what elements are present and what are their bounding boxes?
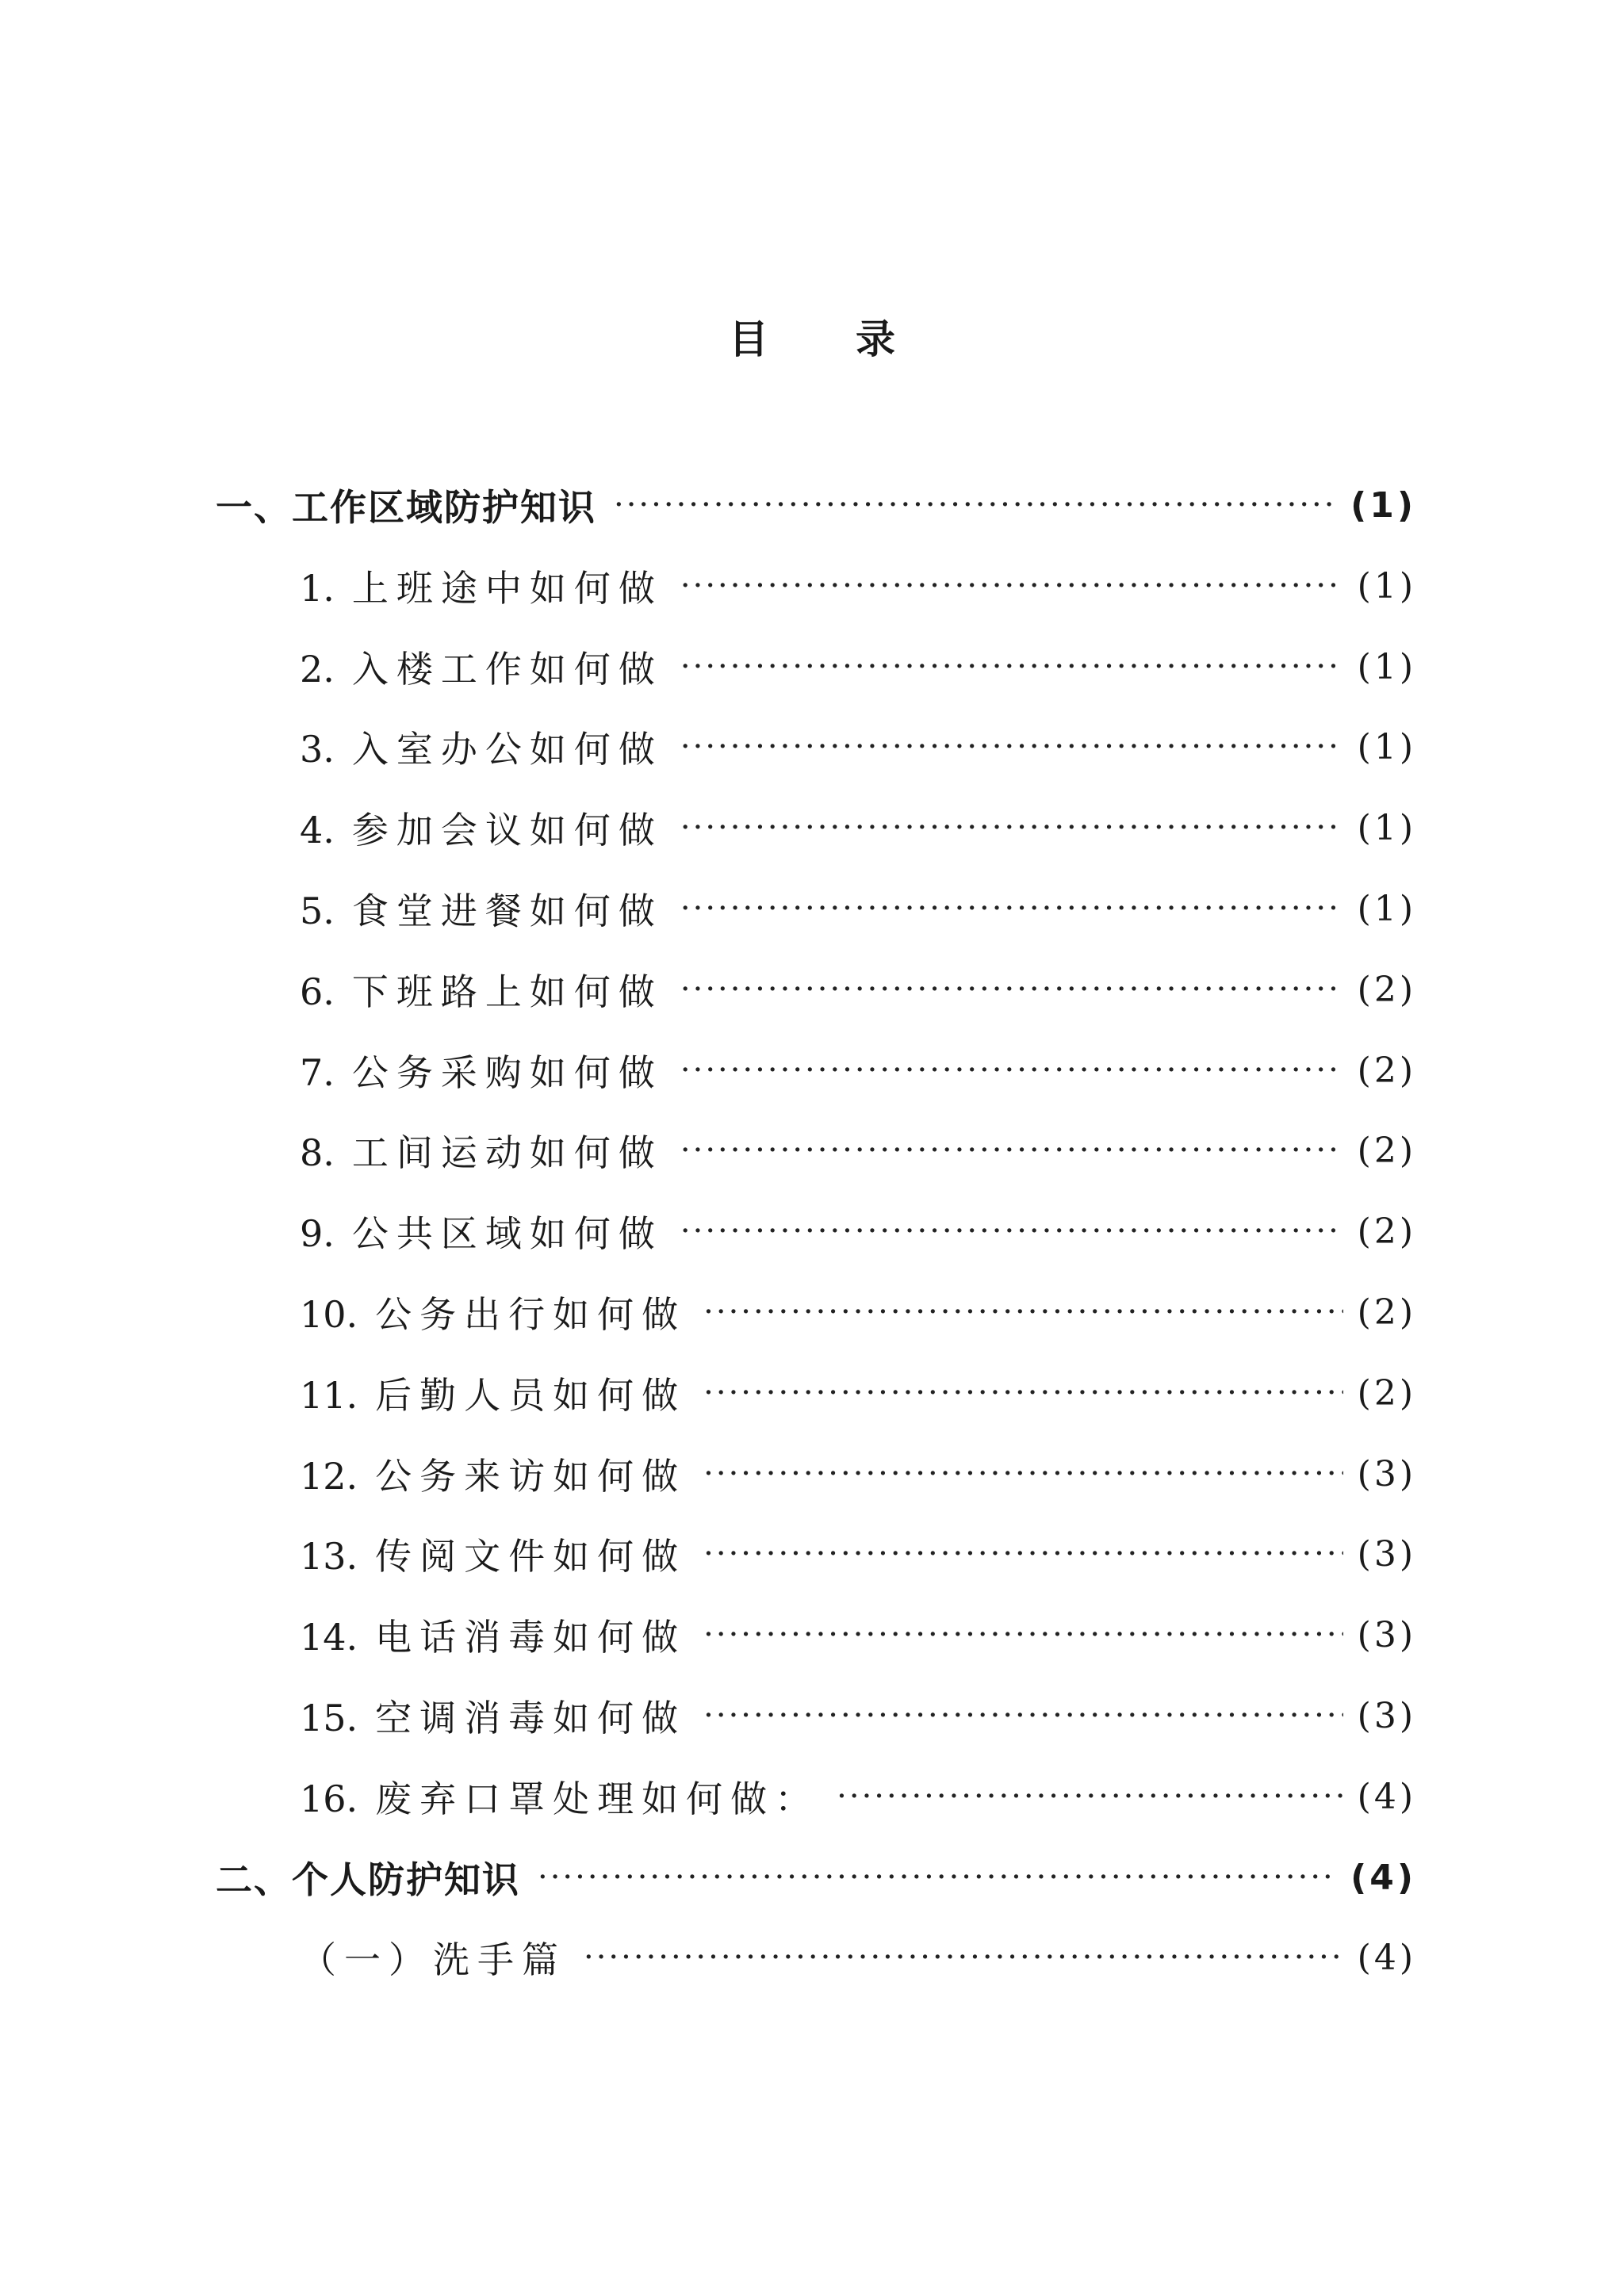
toc-entry[interactable] — [216, 477, 1416, 533]
toc-entry-label — [300, 1448, 686, 1500]
toc-entry-label — [300, 963, 663, 1016]
toc-entry[interactable] — [300, 719, 1416, 775]
toc-entry-page-number: (1) — [1357, 646, 1416, 687]
toc-entry-text: 后勤人员如何做 — [375, 1374, 687, 1417]
toc-entry-page-number: (4) — [1357, 1776, 1416, 1817]
toc-entry[interactable] — [300, 881, 1416, 936]
toc-entry-label — [300, 1367, 686, 1419]
toc-entry-label — [300, 1689, 686, 1742]
toc-entry-page-number: (4) — [1350, 1857, 1416, 1898]
toc-entry-page-number: (3) — [1357, 1453, 1416, 1494]
toc-entry[interactable] — [300, 1123, 1416, 1178]
toc-dot-leader — [680, 558, 1343, 614]
toc-entry-number: 9. — [300, 1212, 335, 1255]
toc-entry-text: 食堂进餐如何做 — [351, 890, 663, 932]
toc-dot-leader — [680, 1043, 1343, 1098]
toc-entry-page-number: (1) — [1357, 888, 1416, 929]
toc-dot-leader — [703, 1526, 1343, 1582]
toc-entry[interactable] — [300, 800, 1416, 855]
toc-entry-text: 公务来访如何做 — [375, 1455, 687, 1498]
toc-entry-number: 16. — [300, 1777, 358, 1820]
toc-entry-label — [300, 1205, 663, 1257]
toc-entry-number: 7. — [300, 1051, 335, 1094]
toc-entry-number: 11. — [300, 1374, 358, 1417]
toc-entry-page-number: (1) — [1350, 484, 1416, 526]
toc-entry-number: 12. — [300, 1455, 358, 1498]
toc-entry-text: 二、个人防护知识 — [216, 1858, 520, 1901]
toc-dot-leader — [680, 881, 1343, 936]
toc-entry-label — [300, 1044, 663, 1096]
toc-entry-label — [300, 1528, 686, 1580]
toc-entry-text: 工间运动如何做 — [351, 1131, 663, 1174]
toc-entry-text: 参加会议如何做 — [351, 809, 663, 851]
toc-entry-label — [300, 882, 663, 935]
toc-entry[interactable] — [300, 1769, 1416, 1824]
toc-entry[interactable] — [300, 962, 1416, 1017]
toc-entry-label — [300, 802, 663, 854]
toc-entry-page-number: (1) — [1357, 565, 1416, 607]
toc-entry-label — [300, 1124, 663, 1177]
toc-dot-leader — [680, 719, 1343, 775]
toc-entry-number: 14. — [300, 1616, 358, 1659]
toc-entry[interactable] — [300, 1043, 1416, 1098]
toc-title — [0, 308, 1624, 365]
toc-dot-leader — [614, 477, 1336, 533]
toc-entry-page-number: (1) — [1357, 726, 1416, 767]
toc-entry-text: 入楼工作如何做 — [351, 648, 663, 691]
toc-entry-page-number: (3) — [1357, 1695, 1416, 1736]
toc-entry[interactable] — [216, 1850, 1416, 1905]
toc-dot-leader — [703, 1607, 1343, 1663]
toc-title-char-2: 录 — [856, 316, 895, 362]
toc-entry-page-number: (3) — [1357, 1614, 1416, 1655]
toc-entry-label — [300, 1931, 566, 1984]
toc-entry-number: 2. — [300, 648, 335, 691]
toc-entry[interactable] — [300, 639, 1416, 695]
toc-dot-leader — [703, 1365, 1343, 1421]
toc-entry-page-number: (4) — [1357, 1937, 1416, 1978]
toc-entry-page-number: (2) — [1357, 1050, 1416, 1091]
toc-entry-label — [300, 1609, 686, 1661]
toc-entry-text: 电话消毒如何做 — [375, 1616, 687, 1659]
toc-entry-page-number: (1) — [1357, 807, 1416, 848]
toc-dot-leader — [680, 639, 1343, 695]
toc-entry[interactable] — [300, 1688, 1416, 1743]
toc-entry-page-number: (2) — [1357, 1211, 1416, 1252]
toc-entry-text: 入室办公如何做 — [351, 728, 663, 771]
toc-entry-text: 空调消毒如何做 — [375, 1697, 687, 1739]
toc-entry[interactable] — [300, 1446, 1416, 1502]
toc-entry-label — [300, 721, 663, 773]
toc-entry-number: 8. — [300, 1131, 335, 1174]
toc-entry-text: 公共区域如何做 — [351, 1212, 663, 1255]
toc-entry[interactable] — [300, 1607, 1416, 1663]
toc-entry-label — [216, 1851, 520, 1904]
toc-dot-leader — [680, 1203, 1343, 1259]
toc-entry-page-number: (2) — [1357, 1130, 1416, 1171]
toc-entry-number: 6. — [300, 970, 335, 1013]
toc-entry-page-number: (3) — [1357, 1533, 1416, 1575]
toc-entry[interactable] — [300, 1526, 1416, 1582]
toc-entry[interactable] — [300, 1365, 1416, 1421]
toc-title-char-1: 目 — [729, 316, 768, 362]
toc-entry-number: 4. — [300, 809, 335, 851]
toc-entry-number: 10. — [300, 1293, 358, 1336]
toc-entry-label — [216, 479, 596, 531]
toc-entry-text: （一）洗手篇 — [300, 1938, 566, 1981]
toc-entry-page-number: (2) — [1357, 969, 1416, 1010]
toc-entry[interactable] — [300, 1284, 1416, 1340]
toc-entry-label — [300, 1286, 686, 1338]
toc-dot-leader — [584, 1930, 1343, 1985]
toc-dot-leader — [538, 1850, 1336, 1905]
toc-dot-leader — [680, 962, 1343, 1017]
toc-entry-text: 上班途中如何做 — [351, 567, 663, 610]
toc-entry-number: 13. — [300, 1535, 358, 1578]
toc-entry-text: 公务出行如何做 — [375, 1293, 687, 1336]
toc-entry-page-number: (2) — [1357, 1292, 1416, 1333]
toc-entry-text: 下班路上如何做 — [351, 970, 663, 1013]
toc-entry[interactable] — [300, 1930, 1416, 1985]
toc-entry-text: 传阅文件如何做 — [375, 1535, 687, 1578]
toc-dot-leader — [703, 1446, 1343, 1502]
toc-dot-leader — [703, 1284, 1343, 1340]
toc-entry-text: 废弃口罩处理如何做： — [375, 1777, 820, 1820]
toc-entry[interactable] — [300, 1203, 1416, 1259]
toc-entry-page-number: (2) — [1357, 1372, 1416, 1414]
toc-dot-leader — [680, 800, 1343, 855]
toc-entry-number: 15. — [300, 1697, 358, 1739]
toc-entry-number: 5. — [300, 890, 335, 932]
toc-entry-label — [300, 560, 663, 612]
toc-entry-number: 1. — [300, 567, 335, 610]
toc-entry-label — [300, 641, 663, 693]
toc-dot-leader — [703, 1688, 1343, 1743]
toc-entry-label — [300, 1770, 819, 1823]
toc-dot-leader — [680, 1123, 1343, 1178]
toc-entry[interactable] — [300, 558, 1416, 614]
toc-entry-text: 公务采购如何做 — [351, 1051, 663, 1094]
toc-entry-text: 一、工作区域防护知识 — [216, 486, 596, 529]
toc-dot-leader — [837, 1769, 1343, 1824]
toc-entry-number: 3. — [300, 728, 335, 771]
